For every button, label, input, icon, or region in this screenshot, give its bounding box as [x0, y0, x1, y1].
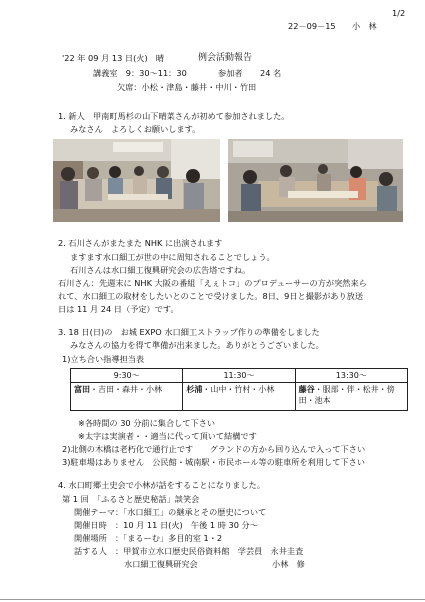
table-note-1: ※各時間の 30 分前に集合して下さい	[78, 418, 216, 428]
table-row	[71, 383, 408, 411]
event-place: 開催場所 ：「まるーむ」多目的室 1・2	[74, 533, 223, 543]
event-speaker-1: 話する人 ：甲賀市立水口歴史民俗資料館 学芸員 永井圭査	[74, 546, 304, 556]
helper-names: ・吉田・森井・小林	[90, 385, 162, 394]
page-bottom-edge	[0, 599, 425, 600]
meeting-title: 例会活動報告	[198, 53, 253, 63]
table-cell	[183, 383, 295, 411]
attendees-label: 参加者	[218, 68, 243, 78]
section1-text: みなさん よろしくお願いします。	[70, 124, 201, 134]
event-speaker-2-name: 小林 修	[272, 559, 305, 569]
event-title: 第 1 回 「ふるさと歴史秘話」談笑会	[62, 494, 200, 504]
section4-heading: 4. 水口町郷土史会で小林が話をすることになりました。	[58, 480, 265, 490]
assignment-table	[70, 368, 408, 411]
section3-heading: 3. 18 日(日)の お城 EXPO 水口細工ストラップ作りの準備をしました	[58, 327, 320, 337]
table-cell	[71, 383, 183, 411]
helper-names: ・服部・伴・松井・傍田・池本	[298, 385, 395, 405]
section3-sub3: 3)駐車場はありません 公民館・城南駅・市民ホール等の駐車所を利用して下さい	[62, 457, 365, 467]
table-header: 11:30～	[183, 369, 295, 383]
craft-work-photo	[228, 139, 403, 222]
page-number: 1/2	[392, 8, 406, 18]
section2-text-2: 石川さんは水口細工復興研究会の広告塔ですね。	[70, 265, 251, 275]
event-theme: 開催テーマ：「水口細工」の継承とその歴史について	[74, 507, 267, 517]
section2-heading: 2. 石川さんがまたまた NHK に出演されます	[58, 238, 223, 248]
meeting-date: '22 年 09 月 13 日(火) 晴	[62, 53, 165, 63]
section2-text-3: 石川さん：先週末に NHK 大阪の番組「えぇトコ」のプロデューサーの方が突然来ら	[58, 278, 367, 288]
section2-text-4: れて、水口細工の取材をしたいとのことで受けました。8日、9日と撮影があり放送	[58, 291, 364, 301]
section2-text-1: ますます水口細工が世の中に周知されることでしょう。	[70, 252, 275, 262]
table-header: 13:30～	[295, 369, 407, 383]
section3-text: みなさんの協力を得て準備が出来ました。ありがとうございました。	[70, 340, 324, 350]
event-date: 開催日時 ：10 月 11 日(火) 午後 1 時 30 分～	[74, 520, 258, 530]
section3-sub2: 2)北側の木橋は老朽化で通行止です グランドの方から回り込んで入って下さい	[62, 444, 366, 454]
demonstrator-name: 杉浦	[186, 385, 203, 394]
event-speaker-2-org: 水口細工復興研究会	[124, 559, 198, 569]
table-header-row	[71, 369, 408, 383]
section1-heading: 1. 新人 甲南町馬杉の山下晴菜さんが初めて参加されました。	[58, 111, 290, 121]
section3-sub1: 1)立ち合い指導担当表	[62, 354, 145, 364]
meeting-room-photo	[53, 139, 220, 222]
demonstrator-name: 藤谷	[298, 385, 315, 394]
meeting-room-time: 講義室 9：30～11：30	[93, 68, 187, 78]
section2-text-5: 日は 11 月 24 日（予定）です。	[58, 304, 179, 314]
attendees-count: 24 名	[260, 68, 282, 78]
demonstrator-name: 富田	[74, 385, 90, 394]
table-header: 9:30～	[71, 369, 183, 383]
absent-list: 欠席：小松・津島・藤井・中川・竹田	[117, 82, 257, 92]
date-author: 22－09－15 小 林	[288, 21, 377, 31]
helper-names: ・山中・竹村・小林	[202, 385, 275, 394]
table-note-2: ※太字は実演者・・適当に代って頂いて結構です	[78, 431, 257, 441]
table-cell	[295, 383, 407, 411]
